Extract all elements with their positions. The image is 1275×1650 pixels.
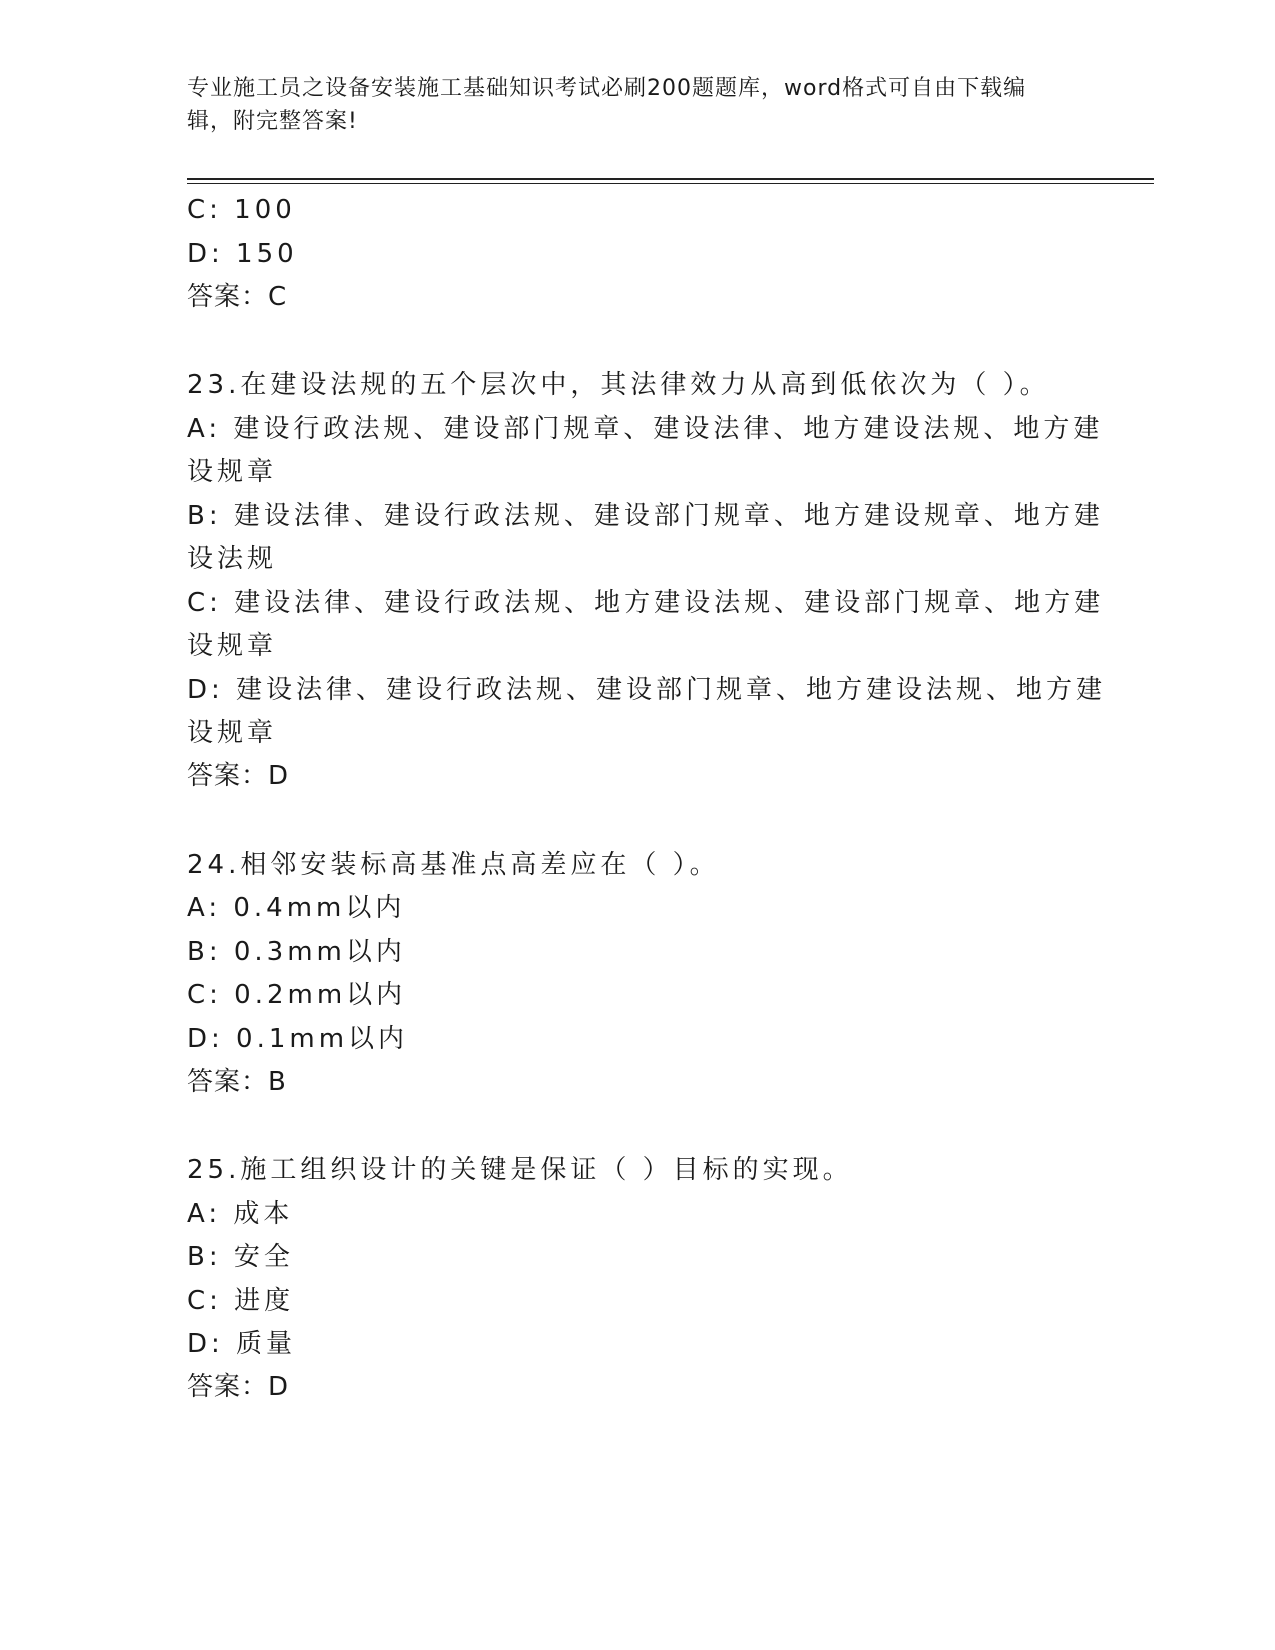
q25-answer: 答案：D [187, 1372, 290, 1402]
q24-option-b: B: 0.3mm以内 [187, 937, 406, 967]
q23-option-d: D: 建设法律、建设行政法规、建设部门规章、地方建设法规、地方建 [187, 675, 1107, 705]
header-divider-thin [187, 183, 1154, 184]
q25-option-b: B: 安全 [187, 1242, 294, 1272]
q23-option-b-cont: 设法规 [187, 544, 278, 574]
q23-option-b: B: 建设法律、建设行政法规、建设部门规章、地方建设规章、地方建 [187, 501, 1104, 531]
q25-option-c: C: 进度 [187, 1286, 295, 1316]
q25-question: 25.施工组织设计的关键是保证（ ）目标的实现。 [187, 1155, 853, 1185]
header-divider-thick [187, 178, 1154, 180]
q23-option-c-cont: 设规章 [187, 631, 278, 661]
q23-option-d-cont: 设规章 [187, 718, 278, 748]
q23-answer: 答案：D [187, 761, 290, 791]
q23-option-a: A: 建设行政法规、建设部门规章、建设法律、地方建设法规、地方建 [187, 414, 1104, 444]
q24-option-c: C: 0.2mm以内 [187, 980, 407, 1010]
document-header: 专业施工员之设备安装施工基础知识考试必刷200题题库，word格式可自由下载编辑，附完整答案! [187, 76, 1027, 134]
q22-answer: 答案：C [187, 282, 288, 312]
q22-option-c: C: 100 [187, 195, 296, 225]
q24-option-a: A: 0.4mm以内 [187, 893, 406, 923]
q23-option-a-cont: 设规章 [187, 457, 278, 487]
q25-option-d: D: 质量 [187, 1329, 297, 1359]
q24-option-d: D: 0.1mm以内 [187, 1024, 409, 1054]
q22-option-d: D: 150 [187, 239, 298, 269]
q23-option-c: C: 建设法律、建设行政法规、地方建设法规、建设部门规章、地方建 [187, 588, 1105, 618]
q24-question: 24.相邻安装标高基准点高差应在（ ）。 [187, 850, 720, 880]
q24-answer: 答案：B [187, 1067, 287, 1097]
q23-question: 23.在建设法规的五个层次中，其法律效力从高到低依次为（ ）。 [187, 370, 1050, 400]
q25-option-a: A: 成本 [187, 1199, 294, 1229]
